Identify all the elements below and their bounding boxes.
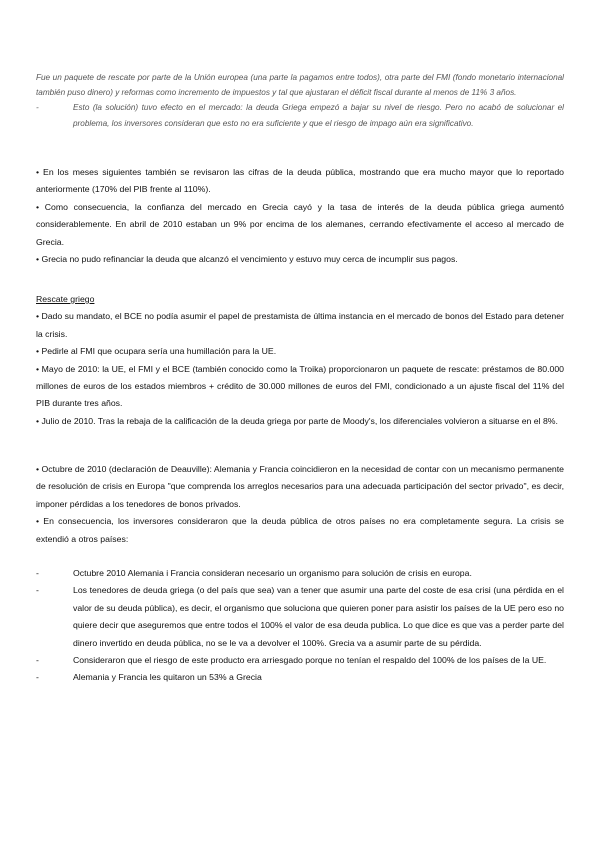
dash-item-text: Los tenedores de deuda griega (o del país que sea) van a tener que asumir una parte del coste de esa crisi (una pérdida en el valor de su deuda pública), es decir, el organismo que soluciona que quieren poner para asistir los países de la UE pero eso no quiere decir que aseguremos que entre todos el 100% el valor de esa deuda publica. Lo que dice es que vas a perder parte del dinero invertido en deuda pública, no se le va a devolver el 100%. Grecia va a asumir parte de su pérdida.: [73, 585, 564, 648]
intro-dash-paragraph: [36, 100, 564, 130]
intro-dash-text: Esto (la solución) tuvo efecto en el mercado: la deuda Griega empezó a bajar su nivel de riesgo. Pero no acabó de solucionar el problema, los inversores consideran que esto no era suficiente y que el riesgo de impago aún era significativo.: [73, 103, 564, 128]
dash-list-item: [36, 565, 564, 582]
dash-marker: -: [36, 103, 39, 113]
section-debt-revision: [36, 164, 564, 268]
dash-list-item: [36, 582, 564, 652]
bullet-paragraph: • Mayo de 2010: la UE, el FMI y el BCE (también conocido como la Troika) proporcionaron un paquete de rescate: préstamos de 80.000 millones de euros de los estados miembros + crédito de 30.000 millones de euros del FMI, condicionado a un ajuste fiscal del 11% del PIB durante tres años.: [36, 363, 564, 409]
bullet-paragraph: • Como consecuencia, la confianza del mercado en Grecia cayó y la tasa de interés de la deuda pública griega aumentó considerablemente. En abril de 2010 estaban un 9% por encima de los alemanes, cerrando efectivamente el acceso al mercado de Grecia.: [36, 201, 564, 247]
dash-marker: -: [36, 568, 39, 578]
dash-list-item: [36, 652, 564, 669]
intro-italic-block: [36, 70, 564, 131]
bullet-paragraph: • Dado su mandato, el BCE no podía asumir el papel de prestamista de última instancia en el mercado de bonos del Estado para detener la crisis.: [36, 311, 564, 339]
bullet-paragraph: • En los meses siguientes también se revisaron las cifras de la deuda pública, mostrando que era mucho mayor que lo reportado anteriormente (170% del PIB frente al 110%).: [36, 167, 564, 195]
dash-marker: -: [36, 655, 39, 666]
intro-paragraph: Fue un paquete de rescate por parte de la Unión europea (una parte la pagamos entre todos), otra parte del FMI (fondo monetario internacional también puso dinero) y reformas como incremento de impuestos y tal que ajustaran el déficit fiscal durante al menos de 11% 3 años.: [36, 73, 564, 98]
bullet-paragraph: • Pedirle al FMI que ocupara sería una humillación para la UE.: [36, 346, 277, 357]
dash-item-text: Consideraron que el riesgo de este producto era arriesgado porque no tenían el respaldo del 100% de los países de la UE.: [73, 655, 547, 666]
section-deauville: [36, 461, 564, 548]
dash-list-item: [36, 669, 564, 686]
bullet-paragraph: • Julio de 2010. Tras la rebaja de la calificación de la deuda griega por parte de Moody's, los diferenciales volvieron a situarse en el 8%.: [36, 415, 558, 426]
section-heading: Rescate griego: [36, 294, 95, 304]
section-dash-list: [36, 565, 564, 687]
section-rescate-griego: [36, 291, 564, 430]
bullet-paragraph: • Octubre de 2010 (declaración de Deauville): Alemania y Francia coincidieron en la necesidad de contar con un mecanismo permanente de resolución de crisis en Europa "que comprenda los arreglos necesarios para una adecuada participación del sector privado", es decir, imponer pérdidas a los tenedores de bonos privados.: [36, 464, 564, 509]
bullet-paragraph: • En consecuencia, los inversores consideraron que la deuda pública de otros países no era completamente segura. La crisis se extendió a otros países:: [36, 516, 564, 544]
bullet-paragraph: • Grecia no pudo refinanciar la deuda que alcanzó el vencimiento y estuvo muy cerca de incumplir sus pagos.: [36, 254, 458, 265]
dash-item-text: Octubre 2010 Alemania i Francia consideran necesario un organismo para solución de crisis en europa.: [73, 568, 472, 578]
dash-marker: -: [36, 585, 39, 596]
dash-item-text: Alemania y Francia les quitaron un 53% a Grecia: [73, 672, 262, 683]
dash-marker: -: [36, 672, 39, 683]
